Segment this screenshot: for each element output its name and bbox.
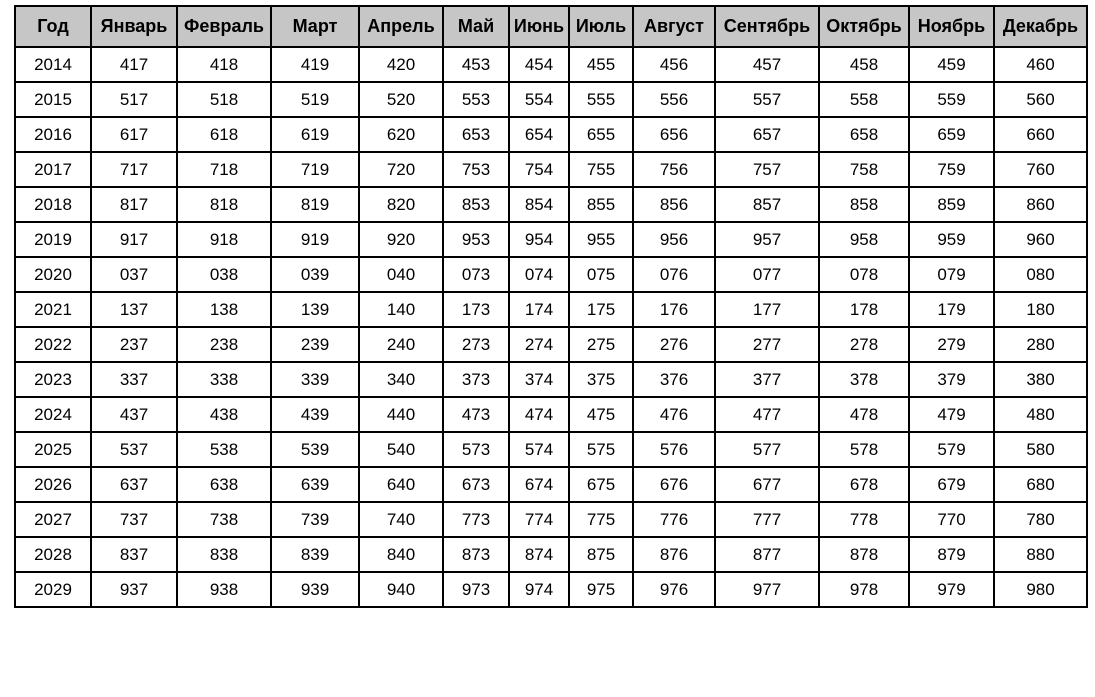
header-cell-month: Май	[443, 6, 509, 47]
header-cell-month: Сентябрь	[715, 6, 819, 47]
value-cell: 874	[509, 537, 569, 572]
value-cell: 178	[819, 292, 909, 327]
value-cell: 273	[443, 327, 509, 362]
value-cell: 338	[177, 362, 271, 397]
value-cell: 475	[569, 397, 633, 432]
value-cell: 680	[994, 467, 1087, 502]
value-cell: 920	[359, 222, 443, 257]
value-cell: 376	[633, 362, 715, 397]
value-cell: 938	[177, 572, 271, 607]
value-cell: 419	[271, 47, 359, 82]
value-cell: 237	[91, 327, 177, 362]
value-cell: 378	[819, 362, 909, 397]
value-cell: 238	[177, 327, 271, 362]
table-row	[15, 327, 1087, 362]
value-cell: 275	[569, 327, 633, 362]
value-cell: 618	[177, 117, 271, 152]
value-cell: 079	[909, 257, 994, 292]
value-cell: 776	[633, 502, 715, 537]
value-cell: 756	[633, 152, 715, 187]
value-cell: 975	[569, 572, 633, 607]
value-cell: 655	[569, 117, 633, 152]
value-cell: 377	[715, 362, 819, 397]
value-cell: 918	[177, 222, 271, 257]
value-cell: 037	[91, 257, 177, 292]
value-cell: 276	[633, 327, 715, 362]
year-cell: 2027	[15, 502, 91, 537]
value-cell: 580	[994, 432, 1087, 467]
value-cell: 939	[271, 572, 359, 607]
value-cell: 959	[909, 222, 994, 257]
value-cell: 277	[715, 327, 819, 362]
table-row	[15, 152, 1087, 187]
table-row	[15, 432, 1087, 467]
value-cell: 417	[91, 47, 177, 82]
value-cell: 579	[909, 432, 994, 467]
value-cell: 755	[569, 152, 633, 187]
value-cell: 740	[359, 502, 443, 537]
value-cell: 656	[633, 117, 715, 152]
value-cell: 638	[177, 467, 271, 502]
value-cell: 973	[443, 572, 509, 607]
value-cell: 380	[994, 362, 1087, 397]
value-cell: 855	[569, 187, 633, 222]
value-cell: 719	[271, 152, 359, 187]
value-cell: 439	[271, 397, 359, 432]
value-cell: 459	[909, 47, 994, 82]
value-cell: 458	[819, 47, 909, 82]
value-cell: 880	[994, 537, 1087, 572]
value-cell: 960	[994, 222, 1087, 257]
value-cell: 738	[177, 502, 271, 537]
table-row	[15, 222, 1087, 257]
value-cell: 954	[509, 222, 569, 257]
value-cell: 637	[91, 467, 177, 502]
table-row	[15, 47, 1087, 82]
table-row	[15, 572, 1087, 607]
value-cell: 675	[569, 467, 633, 502]
value-cell: 337	[91, 362, 177, 397]
value-cell: 577	[715, 432, 819, 467]
value-cell: 660	[994, 117, 1087, 152]
value-cell: 676	[633, 467, 715, 502]
value-cell: 420	[359, 47, 443, 82]
value-cell: 720	[359, 152, 443, 187]
value-cell: 077	[715, 257, 819, 292]
value-cell: 873	[443, 537, 509, 572]
value-cell: 437	[91, 397, 177, 432]
value-cell: 076	[633, 257, 715, 292]
value-cell: 518	[177, 82, 271, 117]
value-cell: 177	[715, 292, 819, 327]
value-cell: 773	[443, 502, 509, 537]
value-cell: 753	[443, 152, 509, 187]
value-cell: 479	[909, 397, 994, 432]
value-cell: 775	[569, 502, 633, 537]
year-cell: 2015	[15, 82, 91, 117]
value-cell: 278	[819, 327, 909, 362]
header-cell-month: Ноябрь	[909, 6, 994, 47]
table-row	[15, 467, 1087, 502]
year-cell: 2019	[15, 222, 91, 257]
value-cell: 555	[569, 82, 633, 117]
value-cell: 573	[443, 432, 509, 467]
value-cell: 174	[509, 292, 569, 327]
value-cell: 757	[715, 152, 819, 187]
value-cell: 619	[271, 117, 359, 152]
value-cell: 455	[569, 47, 633, 82]
header-cell-month: Апрель	[359, 6, 443, 47]
value-cell: 840	[359, 537, 443, 572]
value-cell: 519	[271, 82, 359, 117]
value-cell: 940	[359, 572, 443, 607]
value-cell: 074	[509, 257, 569, 292]
table-row	[15, 117, 1087, 152]
value-cell: 280	[994, 327, 1087, 362]
value-cell: 040	[359, 257, 443, 292]
header-row	[15, 6, 1087, 47]
value-cell: 520	[359, 82, 443, 117]
header-cell-month: Август	[633, 6, 715, 47]
value-cell: 080	[994, 257, 1087, 292]
year-cell: 2023	[15, 362, 91, 397]
value-cell: 075	[569, 257, 633, 292]
value-cell: 557	[715, 82, 819, 117]
value-cell: 780	[994, 502, 1087, 537]
value-cell: 640	[359, 467, 443, 502]
value-cell: 774	[509, 502, 569, 537]
value-cell: 980	[994, 572, 1087, 607]
value-cell: 173	[443, 292, 509, 327]
header-cell-month: Октябрь	[819, 6, 909, 47]
value-cell: 576	[633, 432, 715, 467]
year-cell: 2025	[15, 432, 91, 467]
value-cell: 717	[91, 152, 177, 187]
value-cell: 876	[633, 537, 715, 572]
value-cell: 454	[509, 47, 569, 82]
value-cell: 540	[359, 432, 443, 467]
value-cell: 937	[91, 572, 177, 607]
value-cell: 477	[715, 397, 819, 432]
value-cell: 653	[443, 117, 509, 152]
table-row	[15, 362, 1087, 397]
value-cell: 976	[633, 572, 715, 607]
value-cell: 474	[509, 397, 569, 432]
value-cell: 770	[909, 502, 994, 537]
value-cell: 858	[819, 187, 909, 222]
table-row	[15, 187, 1087, 222]
value-cell: 854	[509, 187, 569, 222]
value-cell: 777	[715, 502, 819, 537]
header-cell-month: Июль	[569, 6, 633, 47]
value-cell: 856	[633, 187, 715, 222]
value-cell: 674	[509, 467, 569, 502]
table-row	[15, 257, 1087, 292]
value-cell: 679	[909, 467, 994, 502]
value-cell: 853	[443, 187, 509, 222]
year-cell: 2028	[15, 537, 91, 572]
value-cell: 879	[909, 537, 994, 572]
value-cell: 553	[443, 82, 509, 117]
value-cell: 955	[569, 222, 633, 257]
year-cell: 2021	[15, 292, 91, 327]
value-cell: 240	[359, 327, 443, 362]
value-cell: 418	[177, 47, 271, 82]
value-cell: 958	[819, 222, 909, 257]
value-cell: 857	[715, 187, 819, 222]
value-cell: 538	[177, 432, 271, 467]
value-cell: 778	[819, 502, 909, 537]
value-cell: 473	[443, 397, 509, 432]
value-cell: 817	[91, 187, 177, 222]
value-cell: 460	[994, 47, 1087, 82]
year-cell: 2016	[15, 117, 91, 152]
value-cell: 138	[177, 292, 271, 327]
value-cell: 818	[177, 187, 271, 222]
value-cell: 819	[271, 187, 359, 222]
value-cell: 839	[271, 537, 359, 572]
value-cell: 478	[819, 397, 909, 432]
header-cell-month: Июнь	[509, 6, 569, 47]
table-row	[15, 82, 1087, 117]
header-cell-year: Год	[15, 6, 91, 47]
value-cell: 556	[633, 82, 715, 117]
value-cell: 759	[909, 152, 994, 187]
value-cell: 073	[443, 257, 509, 292]
value-cell: 877	[715, 537, 819, 572]
value-cell: 878	[819, 537, 909, 572]
value-cell: 758	[819, 152, 909, 187]
value-cell: 274	[509, 327, 569, 362]
value-cell: 859	[909, 187, 994, 222]
year-cell: 2017	[15, 152, 91, 187]
value-cell: 373	[443, 362, 509, 397]
value-cell: 620	[359, 117, 443, 152]
value-cell: 176	[633, 292, 715, 327]
value-cell: 578	[819, 432, 909, 467]
value-cell: 554	[509, 82, 569, 117]
year-cell: 2022	[15, 327, 91, 362]
value-cell: 558	[819, 82, 909, 117]
value-cell: 179	[909, 292, 994, 327]
value-cell: 480	[994, 397, 1087, 432]
header-cell-month: Март	[271, 6, 359, 47]
value-cell: 180	[994, 292, 1087, 327]
value-cell: 639	[271, 467, 359, 502]
year-cell: 2018	[15, 187, 91, 222]
value-cell: 379	[909, 362, 994, 397]
value-cell: 560	[994, 82, 1087, 117]
value-cell: 375	[569, 362, 633, 397]
value-cell: 139	[271, 292, 359, 327]
value-cell: 279	[909, 327, 994, 362]
value-cell: 140	[359, 292, 443, 327]
value-cell: 919	[271, 222, 359, 257]
value-cell: 574	[509, 432, 569, 467]
value-cell: 517	[91, 82, 177, 117]
year-cell: 2014	[15, 47, 91, 82]
header-cell-month: Февраль	[177, 6, 271, 47]
table-body	[15, 47, 1087, 607]
value-cell: 078	[819, 257, 909, 292]
value-cell: 677	[715, 467, 819, 502]
value-cell: 539	[271, 432, 359, 467]
value-cell: 739	[271, 502, 359, 537]
year-cell: 2024	[15, 397, 91, 432]
value-cell: 838	[177, 537, 271, 572]
value-cell: 979	[909, 572, 994, 607]
value-cell: 537	[91, 432, 177, 467]
value-cell: 453	[443, 47, 509, 82]
year-cell: 2029	[15, 572, 91, 607]
header-cell-month: Декабрь	[994, 6, 1087, 47]
value-cell: 737	[91, 502, 177, 537]
table-row	[15, 537, 1087, 572]
value-cell: 438	[177, 397, 271, 432]
value-cell: 239	[271, 327, 359, 362]
value-cell: 559	[909, 82, 994, 117]
value-cell: 953	[443, 222, 509, 257]
value-cell: 654	[509, 117, 569, 152]
value-cell: 658	[819, 117, 909, 152]
value-cell: 977	[715, 572, 819, 607]
value-cell: 039	[271, 257, 359, 292]
value-cell: 137	[91, 292, 177, 327]
value-cell: 374	[509, 362, 569, 397]
year-month-table	[14, 5, 1088, 608]
value-cell: 978	[819, 572, 909, 607]
value-cell: 456	[633, 47, 715, 82]
value-cell: 175	[569, 292, 633, 327]
value-cell: 617	[91, 117, 177, 152]
value-cell: 340	[359, 362, 443, 397]
value-cell: 754	[509, 152, 569, 187]
value-cell: 956	[633, 222, 715, 257]
value-cell: 339	[271, 362, 359, 397]
value-cell: 476	[633, 397, 715, 432]
value-cell: 673	[443, 467, 509, 502]
value-cell: 837	[91, 537, 177, 572]
value-cell: 957	[715, 222, 819, 257]
value-cell: 657	[715, 117, 819, 152]
year-cell: 2026	[15, 467, 91, 502]
header-cell-month: Январь	[91, 6, 177, 47]
year-cell: 2020	[15, 257, 91, 292]
value-cell: 457	[715, 47, 819, 82]
value-cell: 760	[994, 152, 1087, 187]
value-cell: 718	[177, 152, 271, 187]
value-cell: 974	[509, 572, 569, 607]
value-cell: 659	[909, 117, 994, 152]
value-cell: 917	[91, 222, 177, 257]
table-row	[15, 292, 1087, 327]
table-row	[15, 397, 1087, 432]
table-row	[15, 502, 1087, 537]
value-cell: 038	[177, 257, 271, 292]
value-cell: 820	[359, 187, 443, 222]
value-cell: 875	[569, 537, 633, 572]
value-cell: 575	[569, 432, 633, 467]
value-cell: 440	[359, 397, 443, 432]
value-cell: 860	[994, 187, 1087, 222]
value-cell: 678	[819, 467, 909, 502]
